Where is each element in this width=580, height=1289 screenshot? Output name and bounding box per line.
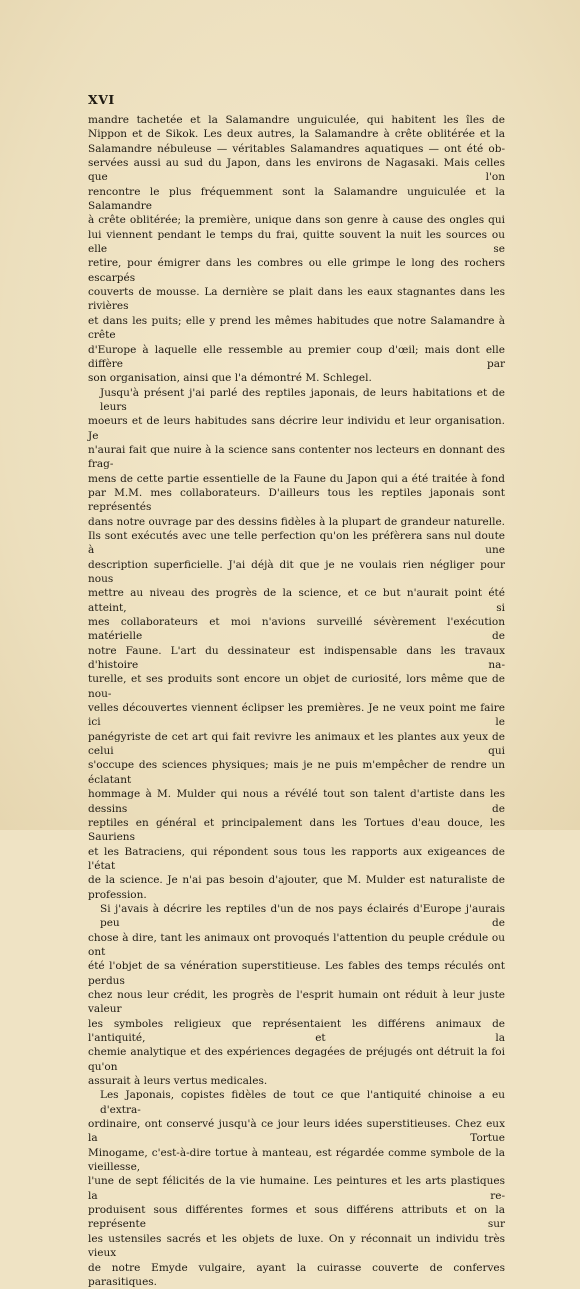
text-line: notre Faune. L'art du dessinateur est indispensable dans les travaux d'histoire na- <box>88 644 505 673</box>
text-line: assurait à leurs vertus medicales. <box>88 1074 505 1088</box>
text-line: moeurs et de leurs habitudes sans décrire leur individu et leur organisation. Je <box>88 414 505 443</box>
text-line: Si j'avais à décrire les reptiles d'un de nos pays éclairés d'Europe j'aurais peu de <box>88 902 505 931</box>
text-line: servées aussi au sud du Japon, dans les environs de Nagasaki. Mais celles que l'on <box>88 156 505 185</box>
text-line: mes collaborateurs et moi n'avions surveillé sévèrement l'exécution matérielle de <box>88 615 505 644</box>
text-line: les symboles religieux que représentaient les différens animaux de l'antiquité, et la <box>88 1017 505 1046</box>
text-line: par M.M. mes collaborateurs. D'ailleurs tous les reptiles japonais sont représentés <box>88 486 505 515</box>
text-line: à crête oblitérée; la première, unique dans son genre à cause des ongles qui <box>88 213 505 227</box>
text-line: et dans les puits; elle y prend les mêmes habitudes que notre Salamandre à crête <box>88 314 505 343</box>
text-line: l'une de sept félicités de la vie humaine. Les peintures et les arts plastiques la re- <box>88 1174 505 1203</box>
text-line: Nippon et de Sikok. Les deux autres, la Salamandre à crête oblitérée et la <box>88 127 505 141</box>
text-line: chemie analytique et des expériences degagées de préjugés ont détruit la foi qu'on <box>88 1045 505 1074</box>
text-line: couverts de mousse. La dernière se plait dans les eaux stagnantes dans les rivières <box>88 285 505 314</box>
text-line: et les Batraciens, qui répondent sous tous les rapports aux exigeances de l'état <box>88 845 505 874</box>
text-line: été l'objet de sa vénération superstitieuse. Les fables des temps réculés ont perdus <box>88 959 505 988</box>
text-line: description superficielle. J'ai déjà dit que je ne voulais rien négliger pour nous <box>88 558 505 587</box>
text-line: turelle, et ses produits sont encore un objet de curiosité, lors même que de nou- <box>88 672 505 701</box>
text-line: produisent sous différentes formes et sous différens attributs et on la représente sur <box>88 1203 505 1232</box>
text-line: Jusqu'à présent j'ai parlé des reptiles japonais, de leurs habitations et de leurs <box>88 386 505 415</box>
text-line: Salamandre nébuleuse — véritables Salamandres aquatiques — ont été ob- <box>88 142 505 156</box>
text-line: lui viennent pendant le temps du frai, quitte souvent la nuit les sources ou elle se <box>88 228 505 257</box>
text-line: n'aurai fait que nuire à la science sans contenter nos lecteurs en donnant des frag- <box>88 443 505 472</box>
text-line: retire, pour émigrer dans les combres ou elle grimpe le long des rochers escarpés <box>88 256 505 285</box>
text-line: mettre au niveau des progrès de la science, et ce but n'aurait point été atteint, si <box>88 586 505 615</box>
text-line: rencontre le plus fréquemment sont la Salamandre unguiculée et la Salamandre <box>88 185 505 214</box>
text-line: hommage à M. Mulder qui nous a révélé tout son talent d'artiste dans les dessins de <box>88 787 505 816</box>
text-line: mandre tachetée et la Salamandre unguiculée, qui habitent les îles de <box>88 113 505 127</box>
text-line: Ils sont exécutés avec une telle perfection qu'on les préfèrera sans nul doute à une <box>88 529 505 558</box>
text-line: dans notre ouvrage par des dessins fidèles à la plupart de grandeur naturelle. <box>88 515 505 529</box>
text-line: Minogame, c'est-à-dire tortue à manteau, est régardée comme symbole de la vieillesse, <box>88 1146 505 1175</box>
page-number: XVI <box>88 92 115 107</box>
text-line: Les Japonais, copistes fidèles de tout ce que l'antiquité chinoise a eu d'extra- <box>88 1088 505 1117</box>
text-line: son organisation, ainsi que l'a démontré M. Schlegel. <box>88 371 505 385</box>
text-line: panégyriste de cet art qui fait revivre les animaux et les plantes aux yeux de celui qui <box>88 730 505 759</box>
body-text <box>88 113 505 1289</box>
text-line: chose à dire, tant les animaux ont provoqués l'attention du peuple crédule ou ont <box>88 931 505 960</box>
text-line: chez nous leur crédit, les progrès de l'esprit humain ont réduit à leur juste valeur <box>88 988 505 1017</box>
text-line: ordinaire, ont conservé jusqu'à ce jour leurs idées superstitieuses. Chez eux la Tortue <box>88 1117 505 1146</box>
text-line: de notre Emyde vulgaire, ayant la cuirasse couverte de conferves parasitiques. <box>88 1261 505 1289</box>
text-line: d'Europe à laquelle elle ressemble au premier coup d'œil; mais dont elle diffère par <box>88 343 505 372</box>
text-line: les ustensiles sacrés et les objets de luxe. On y réconnait un individu très vieux <box>88 1232 505 1261</box>
text-line: de la science. Je n'ai pas besoin d'ajouter, que M. Mulder est naturaliste de profession. <box>88 873 505 902</box>
text-line: reptiles en général et principalement dans les Tortues d'eau douce, les Sauriens <box>88 816 505 845</box>
text-line: velles découvertes viennent éclipser les premières. Je ne veux point me faire ici le <box>88 701 505 730</box>
text-line: mens de cette partie essentielle de la Faune du Japon qui a été traitée à fond <box>88 472 505 486</box>
text-line: s'occupe des sciences physiques; mais je ne puis m'empêcher de rendre un éclatant <box>88 758 505 787</box>
